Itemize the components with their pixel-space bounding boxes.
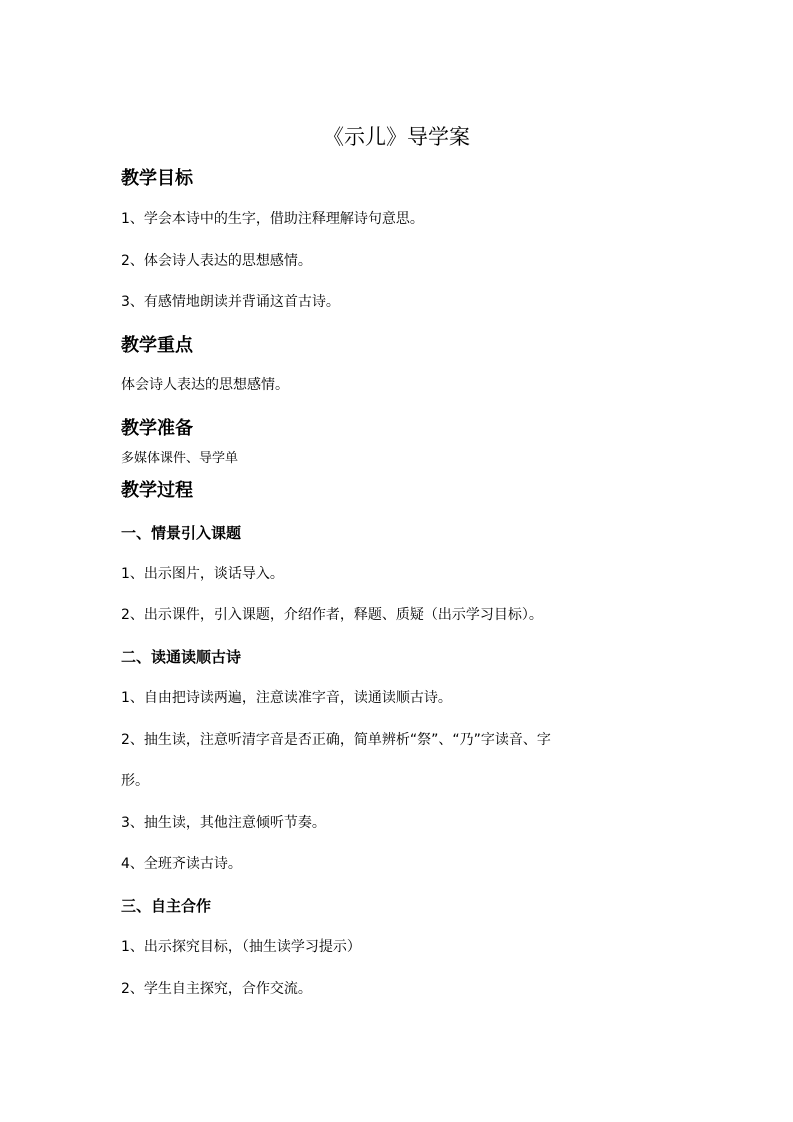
preparation-heading: 教学准备 — [121, 418, 193, 439]
goal-item-3: 3、有感情地朗读并背诵这首古诗。 — [121, 294, 340, 310]
section3-heading: 三、自主合作 — [121, 897, 212, 915]
key-points-heading: 教学重点 — [121, 335, 193, 356]
section3-item-2: 2、学生自主探究，合作交流。 — [121, 981, 312, 997]
section1-item-2: 2、出示课件，引入课题，介绍作者，释题、质疑（出示学习目标）。 — [121, 607, 543, 623]
section2-item-2: 2、抽生读，注意听清字音是否正确，简单辨析“祭”、“乃”字读音、字 — [121, 732, 551, 748]
preparation-text: 多媒体课件、导学单 — [121, 451, 239, 466]
section2-heading: 二、读通读顺古诗 — [121, 648, 242, 666]
goals-heading: 教学目标 — [121, 168, 193, 189]
key-points-text: 体会诗人表达的思想感情。 — [121, 377, 289, 393]
process-heading: 教学过程 — [121, 480, 193, 501]
section2-item-4: 4、全班齐读古诗。 — [121, 856, 242, 872]
document-title: 《示儿》导学案 — [323, 125, 470, 149]
goal-item-1: 1、学会本诗中的生字，借助注释理解诗句意思。 — [121, 211, 424, 227]
section3-item-1: 1、出示探究目标，（抽生读学习提示） — [121, 939, 361, 955]
section1-item-1: 1、出示图片，谈话导入。 — [121, 566, 284, 582]
goal-item-2: 2、体会诗人表达的思想感情。 — [121, 253, 312, 269]
section2-item-3: 3、抽生读，其他注意倾听节奏。 — [121, 815, 326, 831]
section2-item-2-cont: 形。 — [121, 773, 149, 789]
section2-item-1: 1、自由把诗读两遍，注意读准字音，读通读顺古诗。 — [121, 690, 452, 706]
section1-heading: 一、情景引入课题 — [121, 524, 242, 542]
